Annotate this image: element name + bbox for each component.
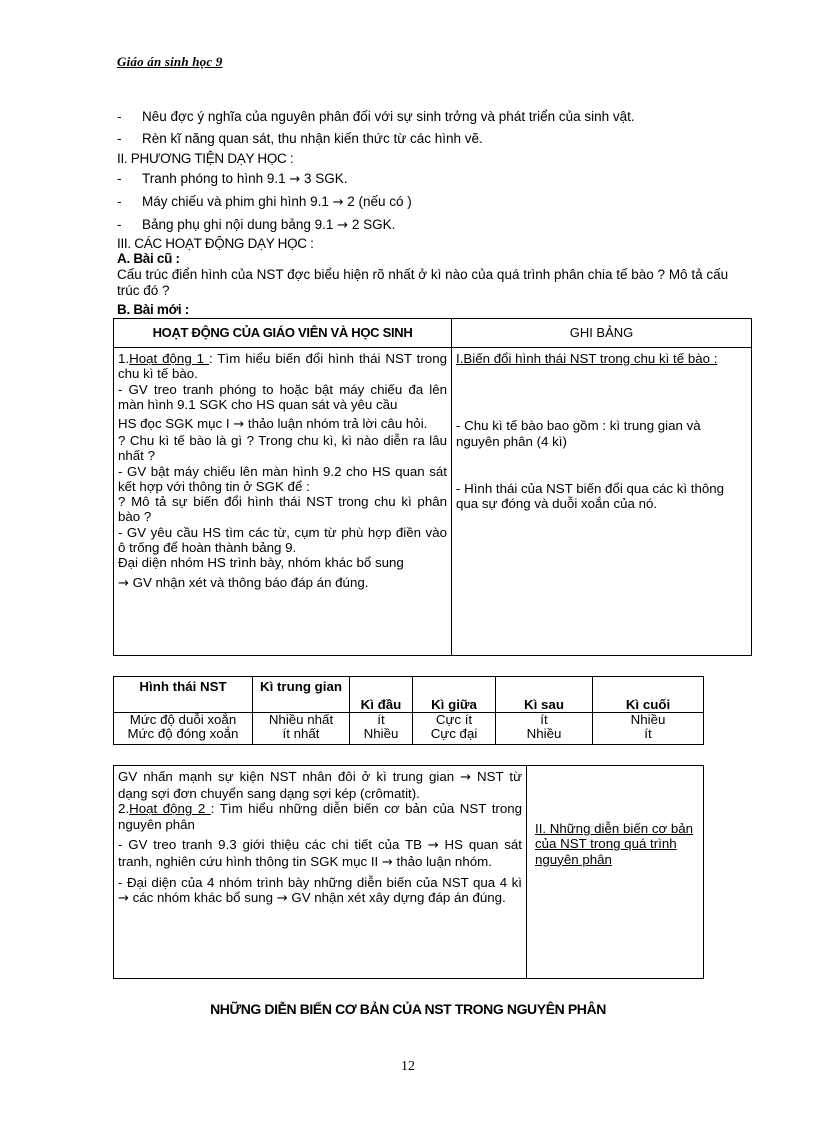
header-cell: Hình thái NST bbox=[114, 677, 253, 713]
arrow-right-icon: → bbox=[118, 890, 129, 906]
arrow-right-icon: → bbox=[289, 172, 301, 187]
board-cell bbox=[527, 766, 704, 979]
objective-text: Nêu đợc ý nghĩa của nguyên phân đối với sự sinh trởng và phát triển của sinh vật. bbox=[142, 109, 635, 124]
board-note: - Hình thái của NST biến đổi qua các kì thông qua sự đóng và duỗi xoắn của nó. bbox=[456, 480, 725, 512]
material-text: Bảng phụ ghi nội dung bảng 9.1 → 2 SGK. bbox=[142, 217, 396, 233]
material-text: Tranh phóng to hình 9.1 → 3 SGK. bbox=[142, 171, 348, 187]
board-note: - Chu kì tế bào bao gồm : kì trung gian và nguyên phân (4 kì) bbox=[456, 418, 701, 449]
col-header-activities: HOẠT ĐỘNG CỦA GIÁO VIÊN VÀ HỌC SINH bbox=[114, 319, 452, 348]
board-heading: II. Những diễn biến cơ bản của NST trong quá trình nguyên phân bbox=[535, 821, 694, 867]
activity-text: - GV treo tranh phóng to hoặc bật máy chiếu đa lên màn hình 9.1 SGK cho HS quan sát và yêu cầu bbox=[118, 381, 447, 412]
old-lesson-question: Cấu trúc điển hình của NST đợc biểu hiện rõ nhất ở kì nào của quá trình phân chia tế bào ? Mô tả cấu trúc đó ? bbox=[117, 267, 729, 299]
data-cell: ít Nhiều bbox=[350, 713, 413, 745]
data-cell: Nhiều ít bbox=[593, 713, 704, 745]
header-cell: Kì cuối bbox=[593, 677, 704, 713]
section-2-title: II. PHƯƠNG TIỆN DẠY HỌC : bbox=[117, 151, 294, 166]
arrow-right-icon: → bbox=[118, 575, 129, 591]
arrow-right-icon: → bbox=[337, 218, 349, 233]
arrow-right-icon: → bbox=[233, 417, 245, 433]
activity-text: HS đọc SGK mục I → thảo luận nhóm trả lời câu hỏi. bbox=[118, 416, 428, 433]
activity-1-intro: 1.Hoạt động 1 : Tìm hiểu biến đổi hình thái NST trong chu kì tế bào. bbox=[118, 351, 447, 382]
section-3-title: III. CÁC HOẠT ĐỘNG DẠY HỌC : bbox=[117, 236, 314, 251]
header-cell: Kì giữa bbox=[413, 677, 496, 713]
activity-table-2 bbox=[113, 765, 704, 979]
bullet-dash: - bbox=[117, 171, 122, 186]
header-cell: Kì đầu bbox=[350, 677, 413, 713]
activity-text: - GV treo tranh 9.3 giới thiệu các chi tiết của TB → HS quan sát tranh, nghiên cứu hình thông tin SGK mục II → thảo luận nhóm. bbox=[118, 836, 523, 870]
row-label-cell: Mức độ duỗi xoắn Mức độ đóng xoắn bbox=[114, 713, 253, 745]
activities-cell bbox=[114, 766, 527, 979]
material-text: Máy chiếu và phim ghi hình 9.1 → 2 (nếu có ) bbox=[142, 194, 412, 210]
activity-question: ? Chu kì tế bào là gì ? Trong chu kì, kì nào diễn ra lâu nhất ? bbox=[118, 433, 447, 464]
activities-cell bbox=[114, 348, 452, 656]
bullet-dash: - bbox=[117, 194, 122, 209]
bullet-dash: - bbox=[117, 109, 122, 124]
data-cell: Cực ít Cực đại bbox=[413, 713, 496, 745]
activity-text: → GV nhận xét và thông báo đáp án đúng. bbox=[118, 574, 369, 591]
arrow-right-icon: → bbox=[276, 890, 288, 906]
old-lesson-label: A. Bài cũ : bbox=[117, 251, 180, 266]
header-cell: Kì trung gian bbox=[253, 677, 350, 713]
data-cell: Nhiều nhất ít nhất bbox=[253, 713, 350, 745]
bullet-dash: - bbox=[117, 131, 122, 146]
page-number: 12 bbox=[401, 1059, 415, 1074]
activity-text: Đại diện nhóm HS trình bày, nhóm khác bổ sung bbox=[118, 555, 404, 571]
activity-question: ? Mô tả sự biến đổi hình thái NST trong chu kì phân bào ? bbox=[118, 494, 447, 525]
objective-text: Rèn kĩ năng quan sát, thu nhận kiến thức từ các hình vẽ. bbox=[142, 131, 483, 146]
arrow-right-icon: → bbox=[427, 837, 439, 853]
activity-text: - GV bật máy chiếu lên màn hình 9.2 cho HS quan sát kết hợp với thông tin ở SGK để : bbox=[118, 463, 447, 494]
section-title-mitosis: NHỮNG DIỄN BIẾN CƠ BẢN CỦA NST TRONG NGUYÊN PHÂN bbox=[210, 1001, 606, 1017]
chromosome-form-table bbox=[113, 676, 704, 745]
activity-table-1 bbox=[113, 318, 752, 656]
board-heading: I.Biến đổi hình thái NST trong chu kì tế bào : bbox=[456, 351, 718, 366]
data-cell: ít Nhiều bbox=[496, 713, 593, 745]
activity-text: GV nhấn mạnh sự kiện NST nhân đôi ở kì trung gian → NST từ dạng sợi đơn chuyển sang dạng sợi kép (crômatit). bbox=[118, 769, 523, 801]
col-header-board: GHI BẢNG bbox=[452, 319, 752, 348]
board-cell bbox=[452, 348, 752, 656]
arrow-right-icon: → bbox=[332, 195, 344, 210]
header-cell: Kì sau bbox=[496, 677, 593, 713]
activity-2-intro: 2.Hoạt động 2 : Tìm hiểu những diễn biến cơ bản của NST trong nguyên phân bbox=[118, 801, 522, 832]
activity-text: - GV yêu cầu HS tìm các từ, cụm từ phù hợp điền vào ô trống để hoàn thành bảng 9. bbox=[118, 524, 447, 556]
arrow-right-icon: → bbox=[381, 854, 393, 870]
page-header: Giáo án sinh học 9 bbox=[117, 54, 223, 69]
new-lesson-label: B. Bài mới : bbox=[117, 302, 190, 317]
arrow-right-icon: → bbox=[460, 770, 472, 785]
activity-text: - Đại diện của 4 nhóm trình bày những diễn biến của NST qua 4 kì → các nhóm khác bổ sung → GV nhận xét xây dựng đáp án đúng. bbox=[118, 874, 522, 906]
bullet-dash: - bbox=[117, 217, 122, 232]
